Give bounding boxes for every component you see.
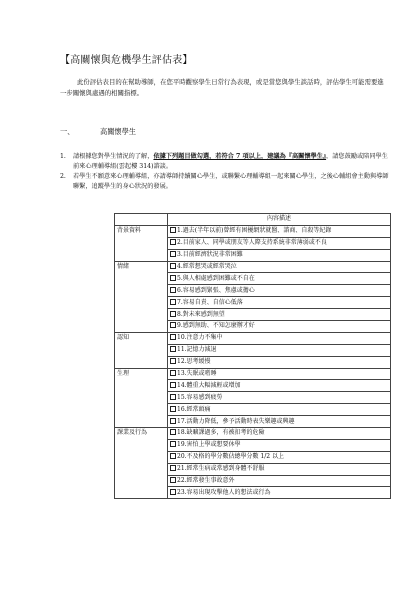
checkbox[interactable] [170, 477, 176, 483]
item-label: 15.容易感到疲勞 [177, 393, 223, 401]
section-heading-text: 高關懷學生 [100, 127, 136, 136]
instruction-item [60, 172, 390, 192]
table-row [115, 332, 391, 344]
item-cell [168, 309, 391, 321]
checkbox[interactable] [170, 406, 176, 412]
checkbox[interactable] [170, 418, 176, 424]
item-label: 2.目前家人、同學或朋友等人際支持系統非常薄弱或不良 [177, 239, 327, 247]
item-cell [168, 225, 391, 237]
checkbox[interactable] [170, 227, 176, 233]
category-label: 背景資料 [117, 226, 142, 234]
item-cell [168, 356, 391, 368]
category-cell [115, 332, 168, 368]
item-label: 8.對未來感到無望 [177, 310, 225, 318]
checkbox[interactable] [170, 251, 176, 257]
instruction-number: 2. [60, 173, 66, 180]
category-cell [115, 428, 168, 499]
item-cell [168, 344, 391, 356]
checkbox[interactable] [170, 358, 176, 364]
item-cell [168, 392, 391, 404]
item-cell [168, 475, 391, 487]
table-row [115, 368, 391, 380]
item-label: 5.與人相處感到困難或不自在 [177, 274, 255, 282]
section-number: 一、 [60, 127, 75, 136]
item-label: 14.體重大幅減輕或增加 [177, 381, 241, 389]
checkbox[interactable] [170, 489, 176, 495]
document-title: 【高關懷與危機學生評估表】 [60, 55, 193, 66]
checkbox[interactable] [170, 370, 176, 376]
item-label: 16.經常頭痛 [177, 405, 211, 413]
item-cell [168, 285, 391, 297]
item-cell [168, 321, 391, 333]
item-label: 3.目前經濟狀況非常困難 [177, 251, 243, 259]
table-row [115, 225, 391, 237]
item-cell [168, 368, 391, 380]
item-cell [168, 249, 391, 261]
checkbox[interactable] [170, 299, 176, 305]
item-cell [168, 261, 391, 273]
checkbox[interactable] [170, 394, 176, 400]
item-label: 18.缺曠課過多，有被扣考的危險 [177, 429, 265, 437]
item-cell [168, 416, 391, 428]
instruction-text-tail: ，請您鼓勵或陪同學生前來心理輔導組(雲起樓 314)諮談。 [73, 153, 388, 170]
item-cell [168, 404, 391, 416]
item-cell [168, 487, 391, 499]
item-label: 10.注意力不集中 [177, 334, 223, 342]
checkbox[interactable] [170, 441, 176, 447]
item-cell [168, 332, 391, 344]
item-label: 4.經常想哭或經常哭泣 [177, 263, 237, 270]
item-cell [168, 428, 391, 440]
intro-paragraph: 此份評估表目的在幫助導師，在您平時觀察學生日常行為表現，或是當您與學生談話時，評估學生可能需要進一步關懷與處遇的相關指標。 [60, 78, 384, 97]
instruction-item [60, 152, 390, 172]
table-header: 內容描述 [168, 214, 391, 226]
category-label: 課業及行為 [117, 429, 148, 437]
item-label: 1.過去(半年以前)曾經有困擾網狀就醫、諮商、自殺等紀錄 [177, 227, 332, 235]
item-label: 23.容易出現攻擊他人的想法或行為 [177, 488, 271, 496]
checkbox[interactable] [170, 322, 176, 328]
checkbox[interactable] [170, 287, 176, 293]
item-cell [168, 237, 391, 249]
category-label: 生理 [117, 369, 130, 377]
checkbox[interactable] [170, 429, 176, 435]
item-cell [168, 463, 391, 475]
item-cell [168, 451, 391, 463]
item-cell [168, 273, 391, 285]
instruction-number: 1. [60, 153, 66, 160]
item-label: 13.失眠或嗜睡 [177, 370, 217, 378]
table-row [115, 428, 391, 440]
item-label: 19.害怕上學或想要休學 [177, 441, 241, 449]
item-label: 11.記憶力減退 [177, 346, 217, 354]
item-label: 20.不及格的學分數佔總學分數 1/2 以上 [177, 453, 285, 461]
item-label: 21.經常生病或常感到身體不舒服 [177, 465, 265, 473]
checkbox[interactable] [170, 453, 176, 459]
item-cell [168, 439, 391, 451]
header-blank-cell [115, 214, 168, 226]
category-label: 認知 [117, 333, 130, 341]
checkbox[interactable] [170, 239, 176, 245]
instruction-text: 若學生不願意來心理輔導組，亦請導師持續關心學生，或聯繫心理輔導組一起來關心學生，之後心輔組會主動與導師聯繫，追蹤學生的身心狀況的發展。 [73, 173, 389, 190]
checkbox[interactable] [170, 275, 176, 281]
category-cell [115, 368, 168, 427]
table-row [115, 261, 391, 273]
item-label: 9.感到無助、不知怎麼辦才好 [177, 322, 255, 330]
checkbox[interactable] [170, 311, 176, 317]
assessment-table [114, 213, 391, 499]
checkbox[interactable] [170, 346, 176, 352]
checkbox[interactable] [170, 465, 176, 471]
item-cell [168, 297, 391, 309]
item-label: 17.活動力降低，參予活動時表失樂趣或興趣 [177, 417, 295, 425]
item-label: 22.經常發生事故意外 [177, 477, 235, 485]
category-label: 情緒 [117, 262, 130, 270]
checkbox[interactable] [170, 334, 176, 340]
instruction-text: 請根據您對學生情況的了解， [73, 153, 154, 160]
item-label: 12.思考緩慢 [177, 358, 211, 366]
item-label: 6.容易感到緊張、焦慮或擔心 [177, 286, 255, 294]
instruction-emphasis: 依據下列題目做勾選，若符合 7 項以上，建議為『高關懷學生』 [153, 153, 327, 160]
instructions-list [60, 152, 390, 192]
checkbox[interactable] [170, 263, 176, 269]
item-label: 7.容易自責、自信心低落 [177, 298, 243, 306]
category-cell [115, 261, 168, 332]
section-heading [60, 127, 136, 137]
item-cell [168, 380, 391, 392]
checkbox[interactable] [170, 382, 176, 388]
category-cell [115, 225, 168, 261]
